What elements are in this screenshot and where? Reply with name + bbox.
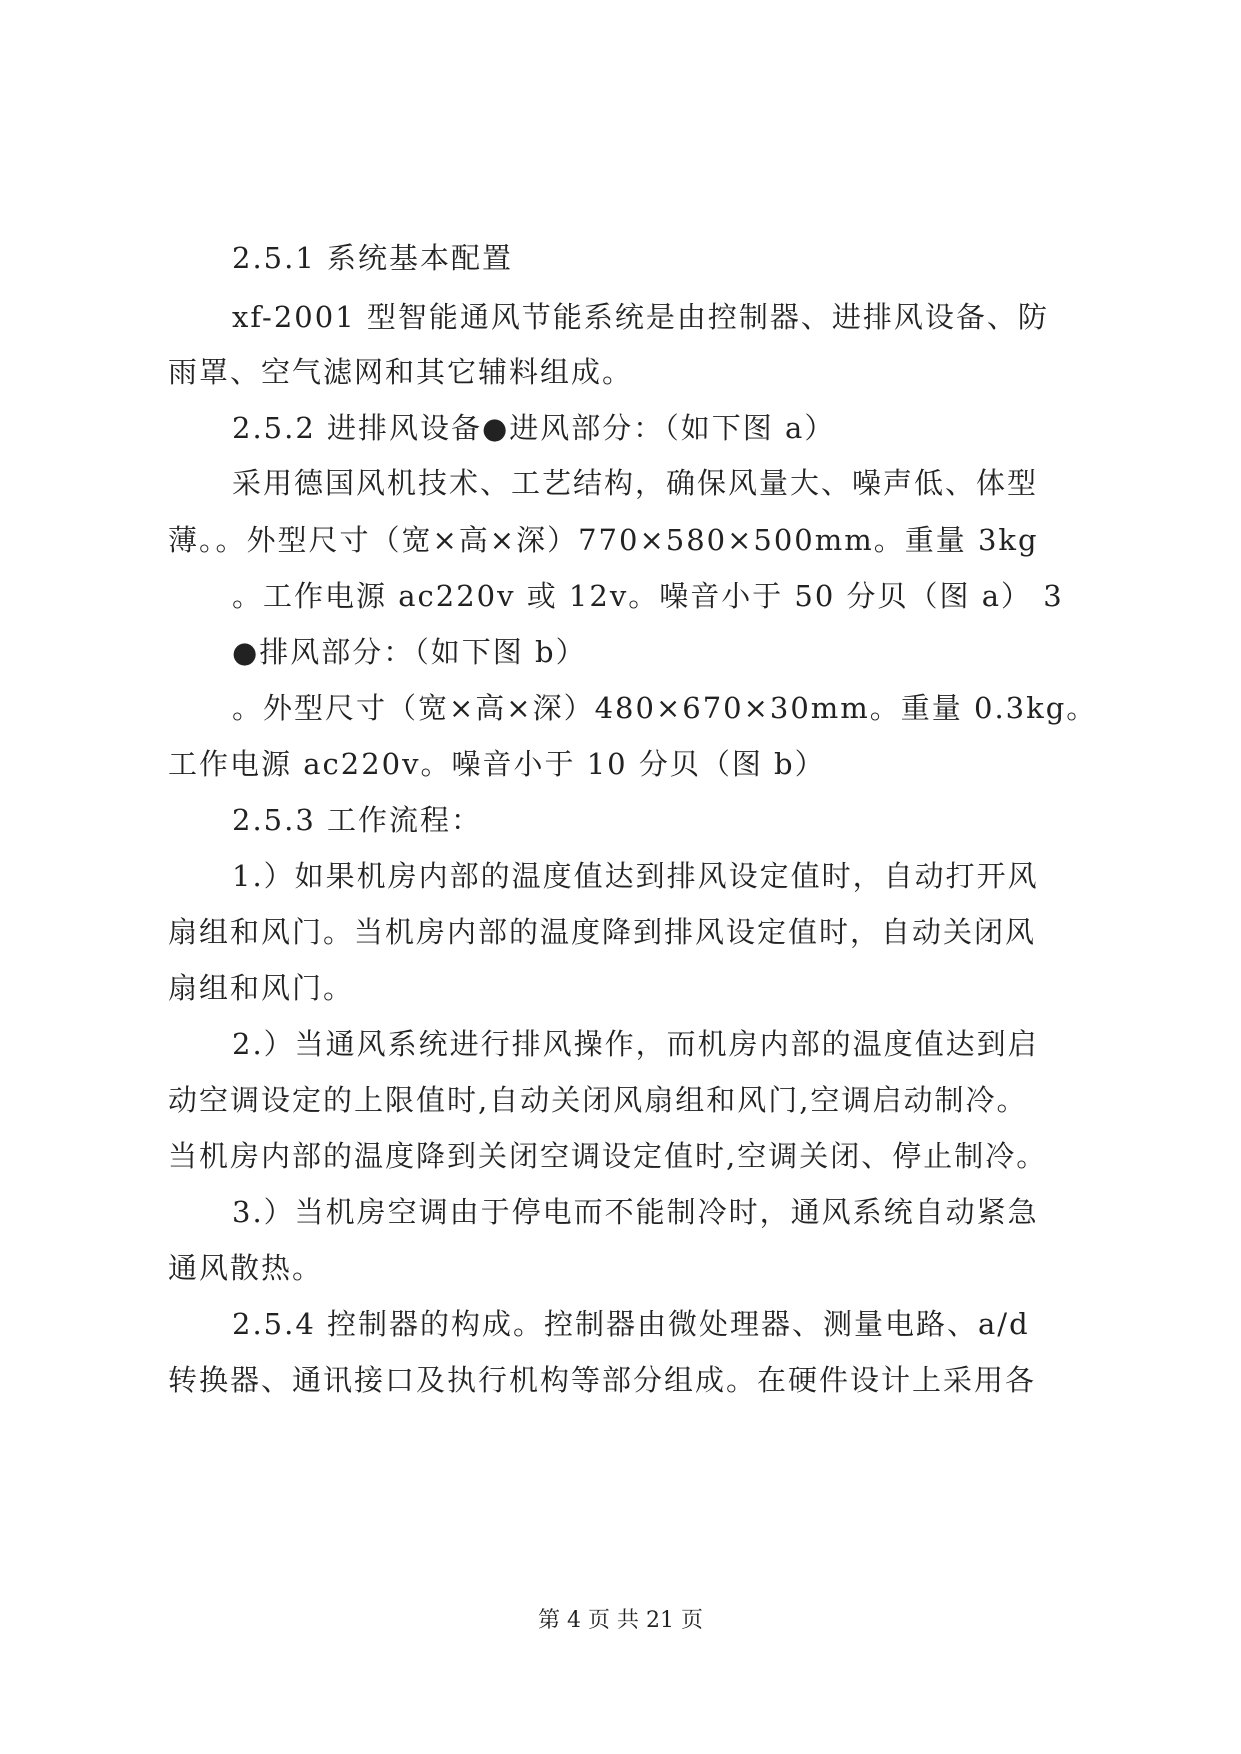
heading-2-5-3: 2.5.3 工作流程： (232, 803, 483, 837)
paragraph-line: 转换器、通讯接口及执行机构等部分组成。在硬件设计上采用各 (168, 1363, 1037, 1397)
paragraph-line: 雨罩、空气滤网和其它辅料组成。 (168, 355, 634, 389)
paragraph-line: 。外型尺寸（宽×高×深）480×670×30mm。重量 0.3kg。 (232, 691, 1098, 725)
paragraph-line: 采用德国风机技术、工艺结构，确保风量大、噪声低、体型 (232, 466, 1039, 500)
paragraph-line: 工作电源 ac220v。噪音小于 10 分贝（图 b） (168, 747, 826, 781)
heading-2-5-4: 2.5.4 控制器的构成。控制器由微处理器、测量电路、a/d (232, 1307, 1030, 1341)
paragraph-line: 动空调设定的上限值时,自动关闭风扇组和风门,空调启动制冷。 (168, 1083, 1028, 1117)
heading-2-5-2: 2.5.2 进排风设备●进风部分：（如下图 a） (232, 411, 836, 445)
paragraph-line: 当机房内部的温度降到关闭空调设定值时,空调关闭、停止制冷。 (168, 1139, 1048, 1173)
page-number-footer: 第 4 页 共 21 页 (538, 1608, 703, 1633)
paragraph-line: 通风散热。 (168, 1251, 324, 1285)
paragraph-line: 1.）如果机房内部的温度值达到排风设定值时，自动打开风 (232, 859, 1039, 893)
paragraph-line: 薄。。外型尺寸（宽×高×深）770×580×500mm。重量 3kg (168, 523, 1039, 557)
paragraph-line: 扇组和风门。 (168, 971, 355, 1005)
paragraph-line: 。工作电源 ac220v 或 12v。噪音小于 50 分贝（图 a） 3 (232, 579, 1064, 613)
heading-2-5-1: 2.5.1 系统基本配置 (232, 241, 514, 275)
paragraph-line: 3.）当机房空调由于停电而不能制冷时，通风系统自动紧急 (232, 1195, 1039, 1229)
paragraph-line: 扇组和风门。当机房内部的温度降到排风设定值时，自动关闭风 (168, 915, 1037, 949)
paragraph-line: xf-2001 型智能通风节能系统是由控制器、进排风设备、防 (232, 300, 1049, 334)
paragraph-line: ●排风部分：（如下图 b） (232, 635, 587, 669)
paragraph-line: 2.）当通风系统进行排风操作，而机房内部的温度值达到启 (232, 1027, 1039, 1061)
